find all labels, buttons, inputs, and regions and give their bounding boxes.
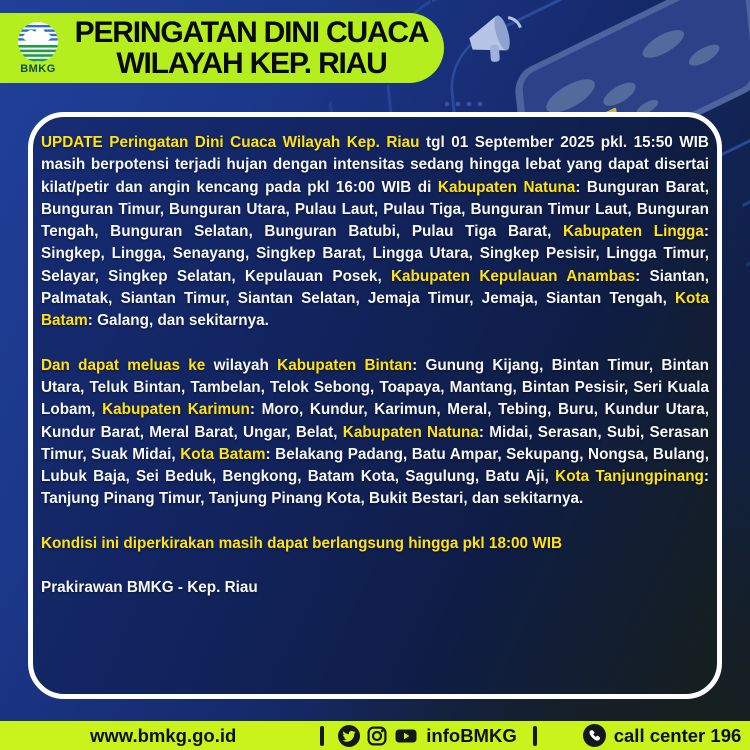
instagram-icon [366,725,388,747]
bmkg-logo-label: BMKG [20,63,56,75]
call-center-label: call center 196 [613,724,742,746]
phone-icon [583,724,606,747]
warning-paragraph-1: UPDATE Peringatan Dini Cuaca Wilayah Kep. Riau tgl 01 September 2025 pkl. 15:50 WIB masih berpotensi terjadi hujan dengan intensitas sedang hingga lebat yang dapat disertai kilat/petir dan angin kencang pada pkl 16:00 WIB di Kabupaten Natuna: Bunguran Barat, Bunguran Timur, Bunguran Utara, Pulau Laut, Pulau Tiga, Bunguran Timur Laut, Bunguran Tengah, Bunguran Selatan, Bunguran Batubi, Pulau Tiga Barat, Kabupaten Lingga: Singkep, Lingga, Senayang, Singkep Barat, Lingga Utara, Singkep Pesisir, Lingga Timur, Selayar, Singkep Selatan, Kepulauan Posek, Kabupaten Kepulauan Anambas: Siantan, Palmatak, Siantan Timur, Siantan Selatan, Jemaja Timur, Jemaja, Siantan Tengah, Kota Batam: Galang, dan sekitarnya. [41,134,710,330]
forecaster-credit: Prakirawan BMKG - Kep. Riau [41,579,258,597]
page-title-line2: WILAYAH KEP. RIAU [116,47,387,80]
footer-bar [0,721,750,750]
website-link: www.bmkg.go.id [90,724,237,746]
validity-note: Kondisi ini diperkirakan masih dapat berlangsung hingga pkl 18:00 WIB [41,534,563,552]
warning-panel [28,112,722,699]
header-banner [0,13,444,83]
social-icons [338,725,418,747]
bmkg-logo-icon [17,21,59,63]
bmkg-logo [13,21,63,75]
social-handle: infoBMKG [426,724,517,746]
warning-paragraph-2: Dan dapat meluas ke wilayah Kabupaten Bintan: Gunung Kijang, Bintan Timur, Bintan Utara, Teluk Bintan, Tambelan, Telok Sebong, Toapaya, Mantang, Bintan Pesisir, Seri Kuala Lobam, Kabupaten Karimun: Moro, Kundur, Karimun, Meral, Tebing, Buru, Kundur Utara, Kundur Barat, Meral Barat, Ungar, Belat, Kabupaten Natuna: Midai, Serasan, Subi, Serasan Timur, Suak Midai, Kota Batam: Belakang Padang, Batu Ampar, Sekupang, Nongsa, Bulang, Lubuk Baja, Sei Beduk, Bengkong, Batam Kota, Sagulung, Batu Aji, Kota Tanjungpinang: Tanjung Pinang Timur, Tanjung Pinang Kota, Bukit Bestari, dan sekitarnya. [41,356,710,508]
youtube-icon [394,725,418,747]
separator [533,726,537,746]
twitter-icon [338,725,360,747]
separator [320,726,324,746]
page-title [73,17,444,79]
page-title-line1: PERINGATAN DINI CUACA [74,16,429,49]
